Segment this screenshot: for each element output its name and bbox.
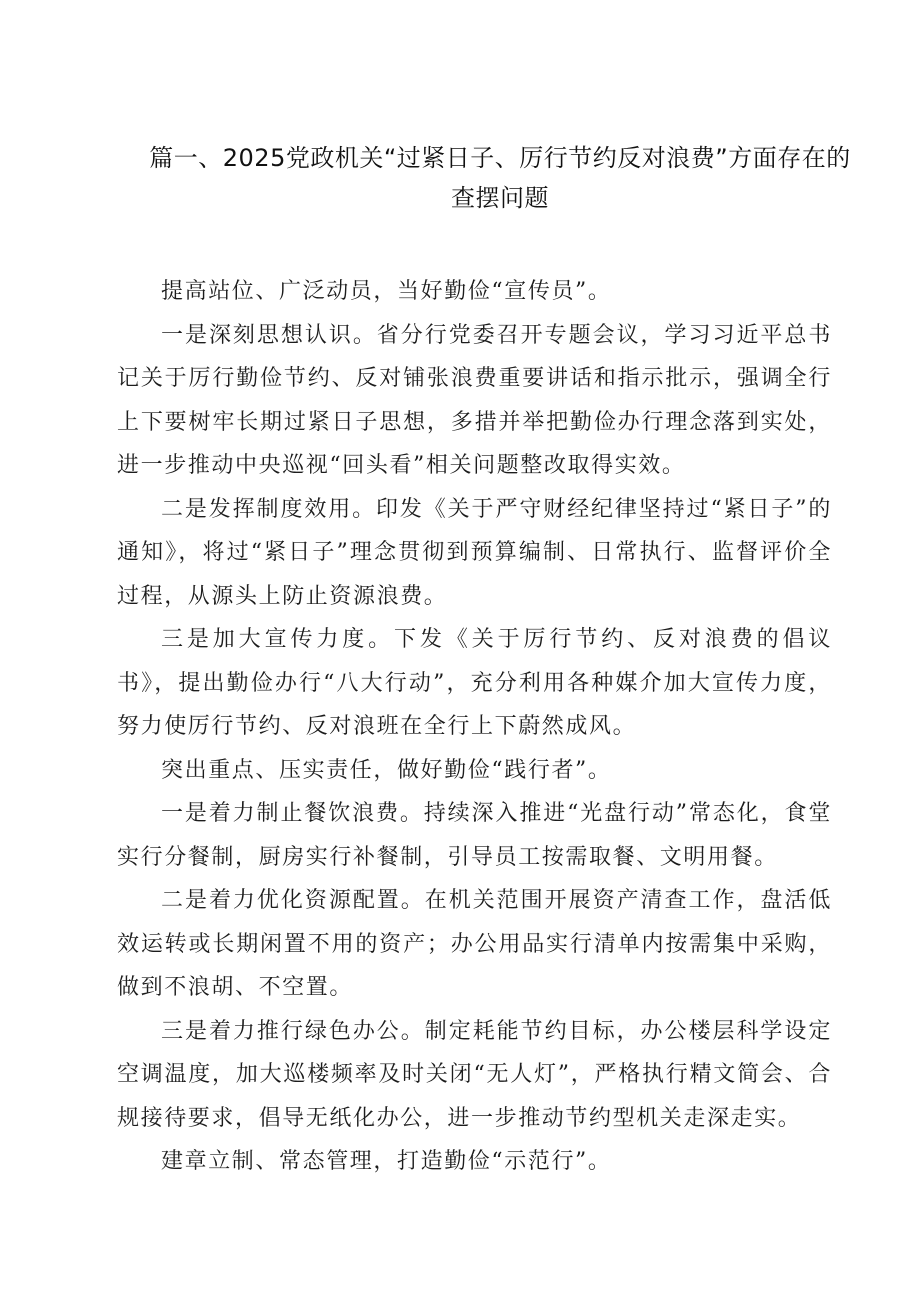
section-heading: 建章立制、常态管理，打造勤俭“示范行”。 — [161, 1149, 612, 1174]
paragraph: 三是加大宣传力度。下发《关于厉行节约、反对浪费的倡议书》，提出勤俭办行“八大行动”，充分利用各种媒介加大宣传力度，努力使厉行节约、反对浪班在全行上下蔚然成风。 — [117, 627, 832, 739]
document-title — [120, 138, 880, 218]
paragraph: 三是着力推行绿色办公。制定耗能节约目标，办公楼层科学设定空调温度，加大巡楼频率及时关闭“无人灯”，严格执行精文简会、合规接待要求，倡导无纸化办公，进一步推动节约型机关走深走实。 — [117, 1018, 832, 1131]
paragraph: 二是发挥制度效用。印发《关于严守财经纪律坚持过“紧日子”的通知》，将过“紧日子”理念贯彻到预算编制、日常执行、监督评价全过程，从源头上防止资源浪费。 — [117, 496, 832, 609]
paragraph: 二是着力优化资源配置。在机关范围开展资产清查工作，盘活低效运转或长期闲置不用的资产；办公用品实行清单内按需集中采购，做到不浪胡、不空置。 — [117, 888, 832, 1000]
paragraph: 一是着力制止餐饮浪费。持续深入推进“光盘行动”常态化，食堂实行分餐制，厨房实行补餐制，引导员工按需取餐、文明用餐。 — [117, 801, 832, 870]
paragraph: 一是深刻思想认识。省分行党委召开专题会议，学习习近平总书记关于厉行勤俭节约、反对铺张浪费重要讲话和指示批示，强调全行上下要树牢长期过紧日子思想，多措并举把勤俭办行理念落到实处，进一步推动中央巡视“回头看”相关问题整改取得实效。 — [117, 322, 832, 478]
document-body — [117, 270, 832, 1184]
section-heading: 提高站位、广泛动员，当好勤俭“宣传员”。 — [161, 279, 612, 304]
title-line-1: 篇一、2025党政机关“过紧日子、厉行节约反对浪费”方面存在的 — [149, 144, 851, 172]
section-heading: 突出重点、压实责任，做好勤俭“践行者”。 — [161, 757, 612, 783]
title-line-2: 查摆问题 — [451, 184, 549, 212]
